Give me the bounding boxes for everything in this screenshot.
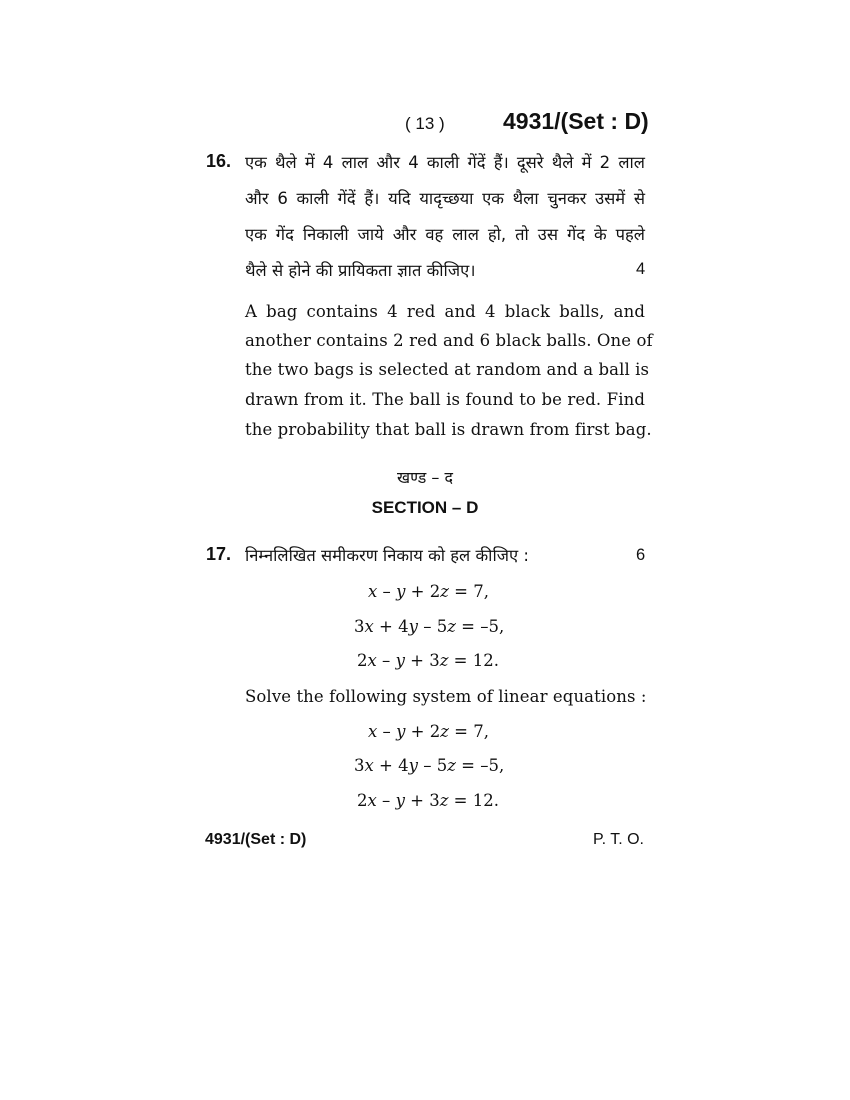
hindi-text-line: थैले से होने की प्रायिकता ज्ञात कीजिए। (245, 261, 476, 280)
question-number: 17. (206, 544, 232, 564)
section-title-hindi: खण्ड – द (397, 468, 453, 487)
english-text-line: A bag contains 4 red and 4 black balls, and (245, 302, 645, 321)
equation: 3x + 4y – 5z = –5, (354, 756, 505, 775)
page-number: ( 13 ) (405, 114, 445, 133)
equation: x – y + 2z = 7, (368, 582, 489, 601)
equation: 3x + 4y – 5z = –5, (354, 617, 505, 636)
english-text-line: drawn from it. The ball is found to be red. Find (245, 390, 645, 409)
equation: x – y + 2z = 7, (368, 722, 489, 741)
hindi-text-line: एक थैले में 4 लाल और 4 काली गेंदें हैं। दूसरे थैले में 2 लाल (245, 153, 645, 172)
english-text-line: another contains 2 red and 6 black balls. One of (245, 331, 653, 350)
section-title-english: SECTION – D (371, 498, 479, 517)
english-prompt: Solve the following system of linear equations : (245, 687, 647, 706)
hindi-text-line: एक गेंद निकाली जाये और वह लाल हो, तो उस गेंद के पहले (245, 225, 645, 244)
hindi-prompt: निम्नलिखित समीकरण निकाय को हल कीजिए : (245, 546, 529, 565)
equation: 2x – y + 3z = 12. (357, 791, 499, 810)
english-text-line: the two bags is selected at random and a ball is (245, 360, 650, 379)
equation: 2x – y + 3z = 12. (357, 651, 499, 670)
hindi-text-line: और 6 काली गेंदें हैं। यदि यादृच्छया एक थैला चुनकर उसमें से (245, 189, 645, 208)
marks: 6 (636, 546, 646, 564)
english-text-line: the probability that ball is drawn from first bag. (245, 420, 652, 439)
paper-code-header: 4931/(Set : D) (503, 108, 649, 134)
question-number: 16. (206, 151, 232, 171)
marks: 4 (636, 260, 646, 278)
paper-code-footer: 4931/(Set : D) (205, 831, 307, 848)
please-turn-over: P. T. O. (593, 831, 644, 848)
